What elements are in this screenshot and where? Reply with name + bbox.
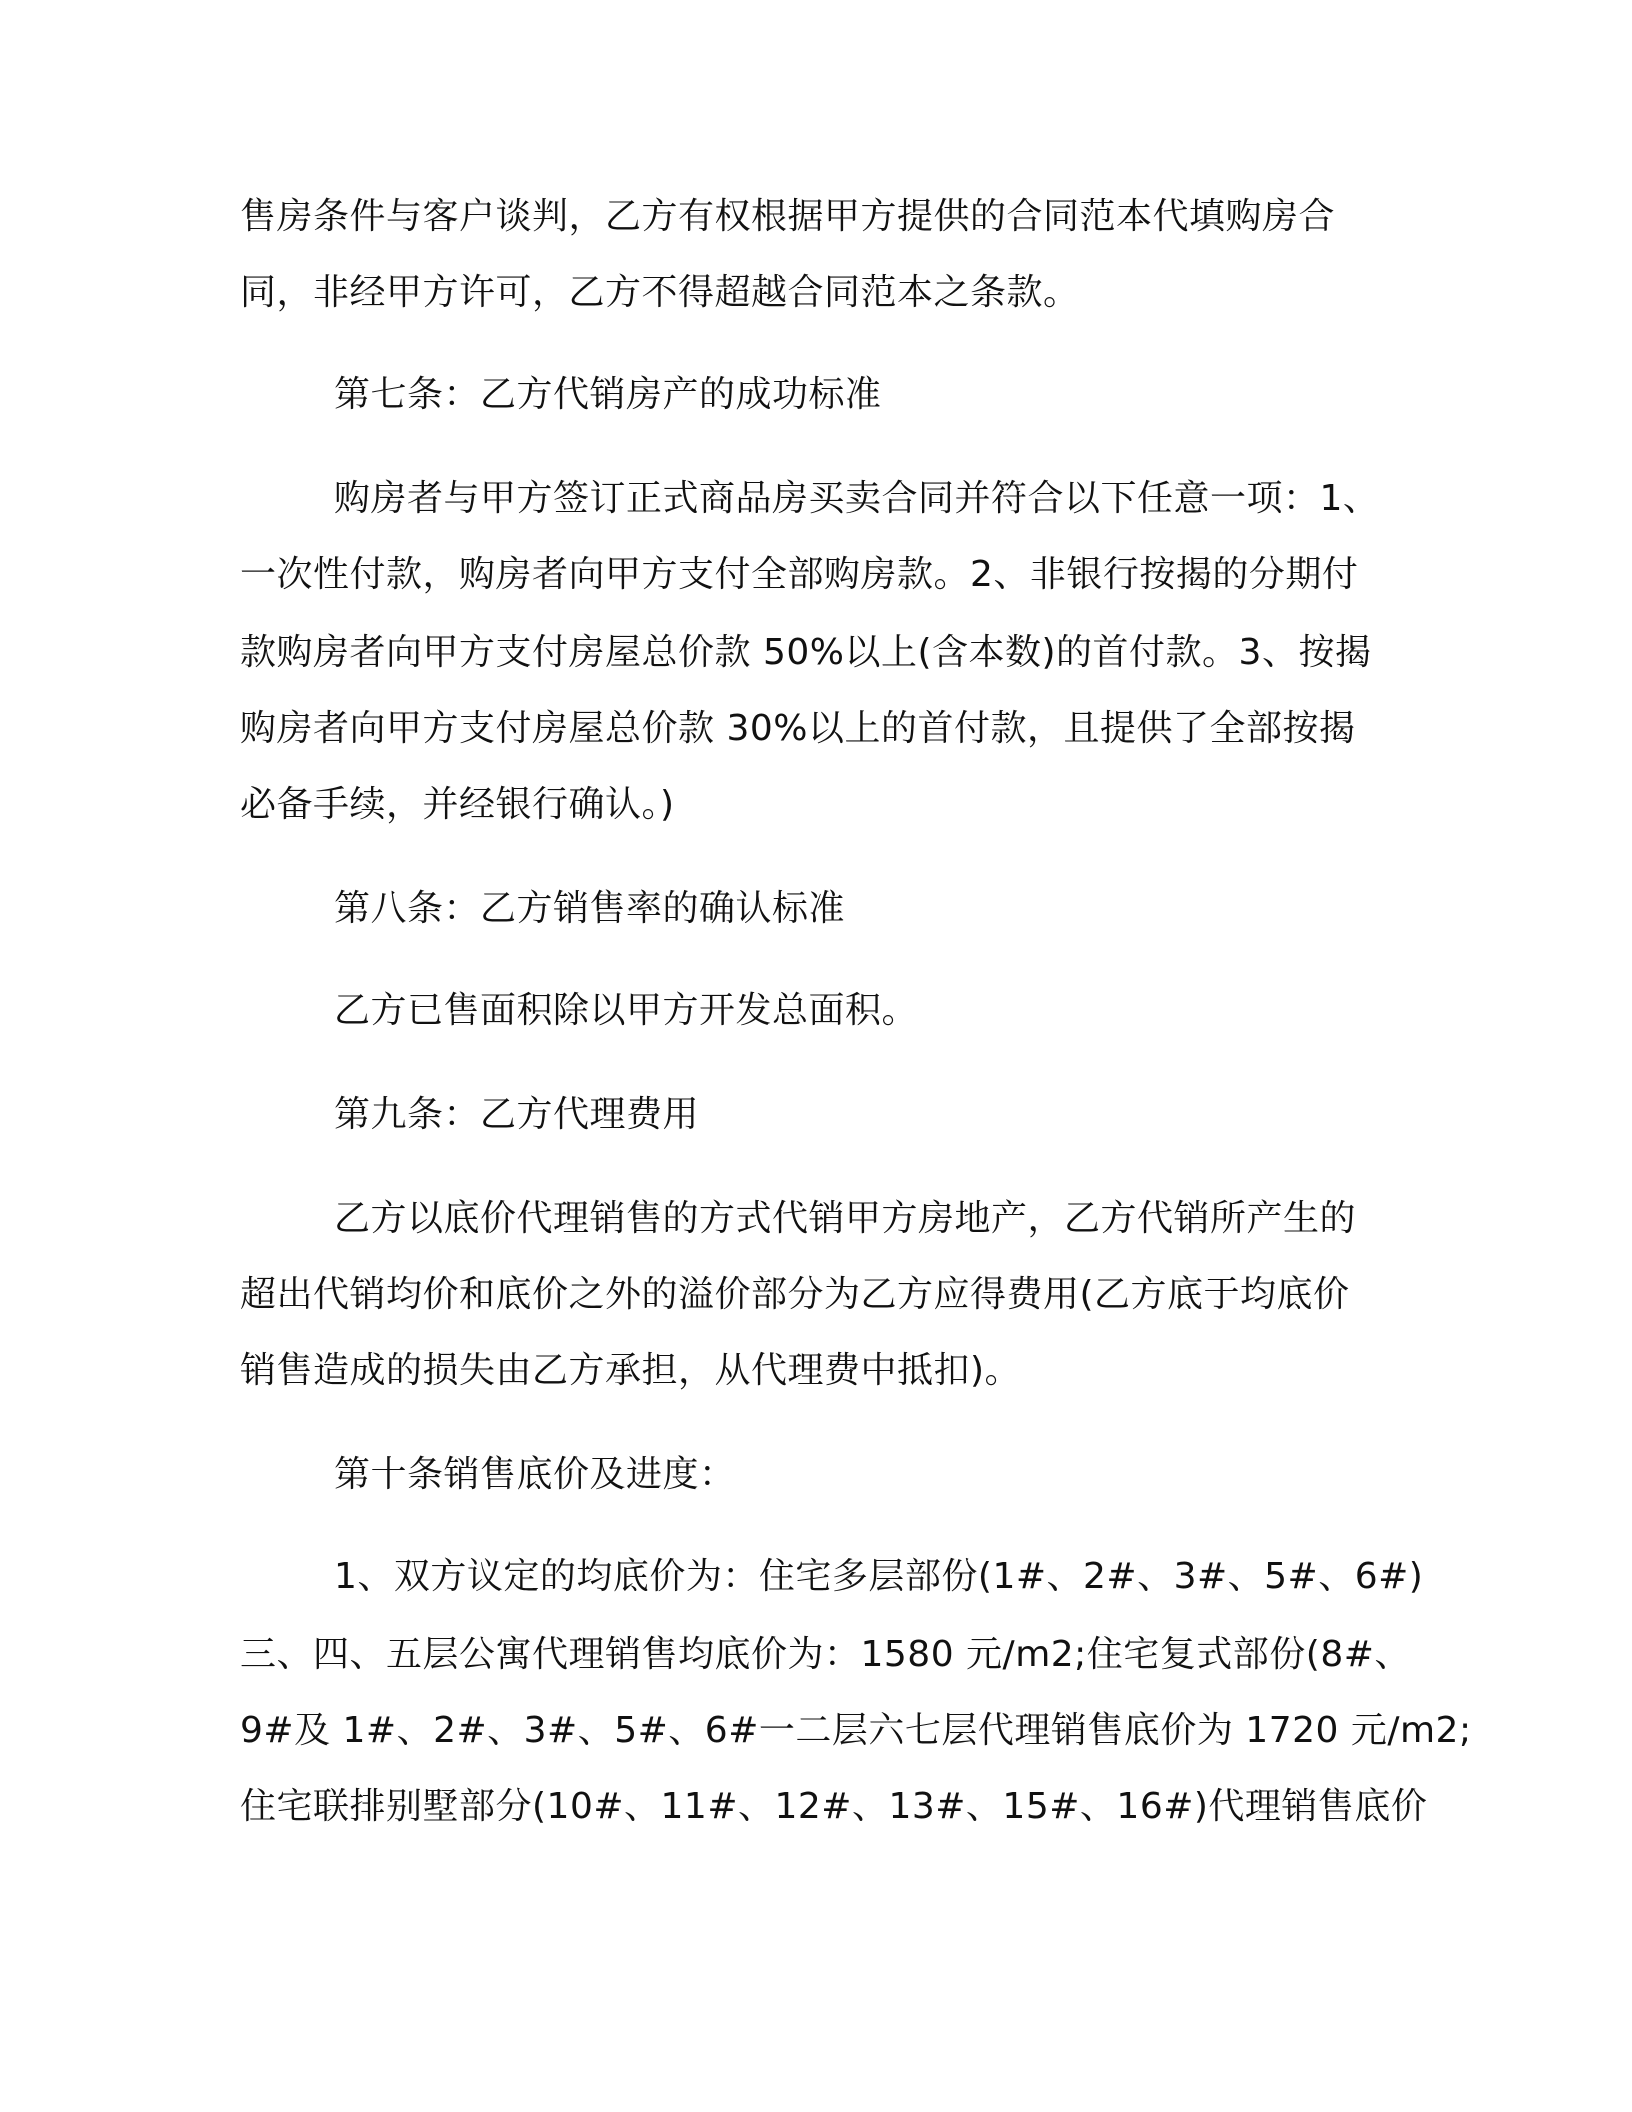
text-line: 同，非经甲方许可，乙方不得超越合同范本之条款。 xyxy=(240,272,1080,313)
text-line: 款购房者向甲方支付房屋总价款 50%以上(含本数)的首付款。3、按揭 xyxy=(240,632,1372,673)
text-line: 乙方以底价代理销售的方式代销甲方房地产，乙方代销所产生的 xyxy=(334,1198,1357,1239)
text-line: 购房者与甲方签订正式商品房买卖合同并符合以下任意一项：1、 xyxy=(334,478,1380,519)
text-line: 三、四、五层公寓代理销售均底价为：1580 元/m2;住宅复式部份(8#、 xyxy=(240,1634,1411,1675)
text-line: 超出代销均价和底价之外的溢价部分为乙方应得费用(乙方底于均底价 xyxy=(240,1274,1350,1315)
article-7-heading: 第七条：乙方代销房产的成功标准 xyxy=(334,374,882,415)
text-line: 必备手续，并经银行确认。) xyxy=(240,784,675,825)
text-line: 购房者向甲方支付房屋总价款 30%以上的首付款，且提供了全部按揭 xyxy=(240,708,1356,749)
article-10-heading: 第十条销售底价及进度： xyxy=(334,1454,736,1495)
text-line: 乙方已售面积除以甲方开发总面积。 xyxy=(334,990,919,1031)
text-line: 住宅联排别墅部分(10#、11#、12#、13#、15#、16#)代理销售底价 xyxy=(240,1786,1428,1827)
text-line: 销售造成的损失由乙方承担，从代理费中抵扣)。 xyxy=(240,1350,1022,1391)
text-line: 1、双方议定的均底价为：住宅多层部份(1#、2#、3#、5#、6#) xyxy=(334,1556,1424,1597)
article-8-heading: 第八条：乙方销售率的确认标准 xyxy=(334,888,846,929)
text-line: 售房条件与客户谈判，乙方有权根据甲方提供的合同范本代填购房合 xyxy=(240,196,1336,237)
text-line: 9#及 1#、2#、3#、5#、6#一二层六七层代理销售底价为 1720 元/m2; xyxy=(240,1710,1472,1751)
text-line: 一次性付款，购房者向甲方支付全部购房款。2、非银行按揭的分期付 xyxy=(240,554,1359,595)
article-9-heading: 第九条：乙方代理费用 xyxy=(334,1094,700,1135)
